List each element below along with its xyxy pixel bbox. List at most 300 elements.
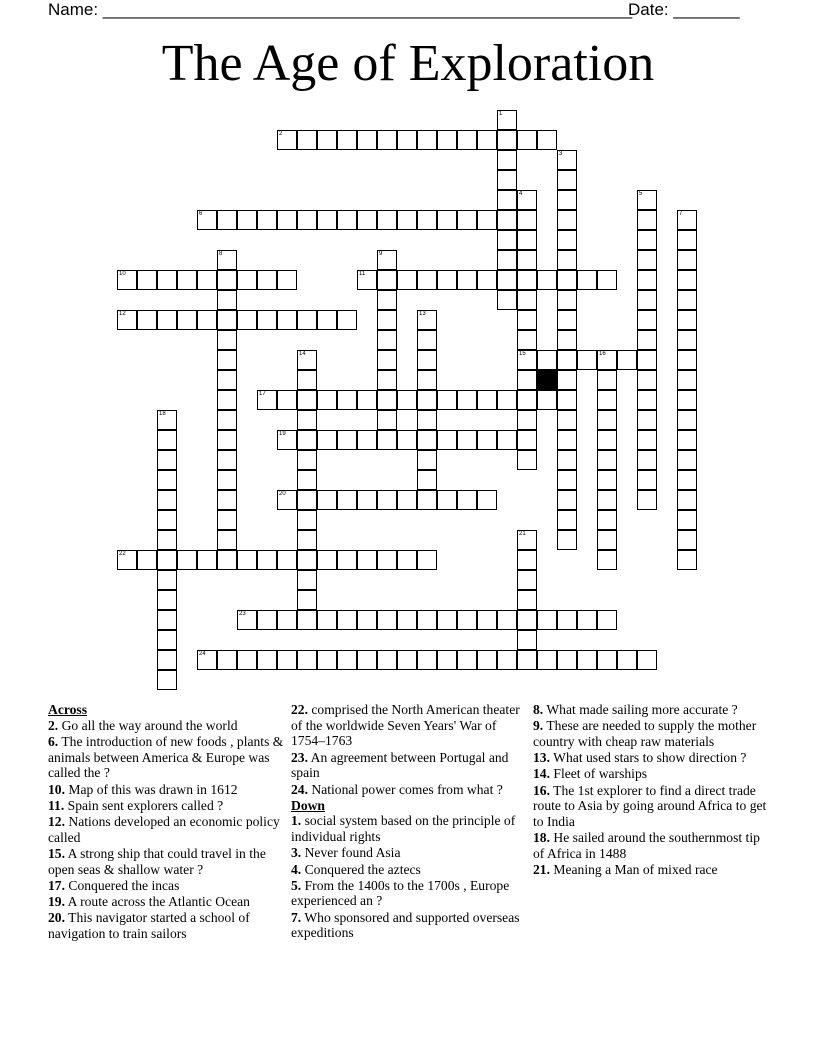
grid-cell[interactable] <box>557 470 577 490</box>
grid-cell[interactable] <box>477 490 497 510</box>
grid-cell[interactable] <box>457 210 477 230</box>
grid-cell[interactable] <box>677 230 697 250</box>
grid-cell[interactable] <box>157 490 177 510</box>
grid-cell[interactable] <box>557 210 577 230</box>
grid-cell[interactable] <box>157 510 177 530</box>
grid-cell[interactable] <box>637 210 657 230</box>
grid-cell[interactable] <box>277 310 297 330</box>
grid-cell[interactable] <box>417 270 437 290</box>
grid-cell[interactable] <box>357 610 377 630</box>
grid-cell[interactable] <box>597 270 617 290</box>
grid-cell[interactable] <box>337 390 357 410</box>
grid-cell[interactable] <box>297 590 317 610</box>
grid-cell[interactable] <box>577 350 597 370</box>
grid-cell[interactable] <box>417 490 437 510</box>
grid-cell[interactable] <box>417 390 437 410</box>
name-field[interactable]: Name: ________________________________________________________ <box>48 0 633 19</box>
grid-cell[interactable] <box>277 610 297 630</box>
grid-cell[interactable] <box>117 270 137 290</box>
grid-cell[interactable] <box>297 430 317 450</box>
grid-cell[interactable] <box>217 310 237 330</box>
grid-cell[interactable] <box>637 450 657 470</box>
grid-cell[interactable] <box>217 650 237 670</box>
grid-cell[interactable] <box>637 350 657 370</box>
grid-cell[interactable] <box>237 210 257 230</box>
grid-cell[interactable] <box>217 370 237 390</box>
grid-cell[interactable] <box>557 350 577 370</box>
grid-cell[interactable] <box>337 310 357 330</box>
grid-cell[interactable] <box>217 470 237 490</box>
grid-cell[interactable] <box>497 130 517 150</box>
grid-cell[interactable] <box>237 550 257 570</box>
grid-cell[interactable] <box>437 270 457 290</box>
grid-cell[interactable] <box>117 310 137 330</box>
grid-cell[interactable] <box>557 510 577 530</box>
grid-cell[interactable] <box>677 490 697 510</box>
grid-cell[interactable] <box>357 210 377 230</box>
grid-cell[interactable] <box>237 310 257 330</box>
grid-cell[interactable] <box>517 230 537 250</box>
grid-cell[interactable] <box>397 550 417 570</box>
grid-cell[interactable] <box>217 450 237 470</box>
grid-cell[interactable] <box>297 410 317 430</box>
grid-cell[interactable] <box>617 650 637 670</box>
grid-cell[interactable] <box>637 410 657 430</box>
grid-cell[interactable] <box>297 450 317 470</box>
grid-cell[interactable] <box>497 190 517 210</box>
grid-cell[interactable] <box>257 390 277 410</box>
grid-cell[interactable] <box>497 150 517 170</box>
grid-cell[interactable] <box>597 430 617 450</box>
grid-cell[interactable] <box>377 430 397 450</box>
grid-cell[interactable] <box>137 550 157 570</box>
grid-cell[interactable] <box>537 610 557 630</box>
grid-cell[interactable] <box>517 590 537 610</box>
grid-cell[interactable] <box>517 610 537 630</box>
grid-cell[interactable] <box>557 610 577 630</box>
grid-cell[interactable] <box>277 650 297 670</box>
grid-cell[interactable] <box>517 630 537 650</box>
grid-cell[interactable] <box>457 430 477 450</box>
grid-cell[interactable] <box>317 310 337 330</box>
grid-cell[interactable] <box>377 650 397 670</box>
grid-cell[interactable] <box>677 430 697 450</box>
grid-cell[interactable] <box>377 310 397 330</box>
grid-cell[interactable] <box>257 310 277 330</box>
grid-cell[interactable] <box>677 370 697 390</box>
grid-cell[interactable] <box>677 210 697 230</box>
grid-cell[interactable] <box>417 650 437 670</box>
grid-cell[interactable] <box>157 410 177 430</box>
grid-cell[interactable] <box>677 350 697 370</box>
grid-cell[interactable] <box>157 310 177 330</box>
grid-cell[interactable] <box>417 450 437 470</box>
grid-cell[interactable] <box>297 370 317 390</box>
grid-cell[interactable] <box>277 430 297 450</box>
grid-cell[interactable] <box>297 610 317 630</box>
grid-cell[interactable] <box>597 510 617 530</box>
grid-cell[interactable] <box>557 190 577 210</box>
grid-cell[interactable] <box>257 210 277 230</box>
grid-cell[interactable] <box>317 390 337 410</box>
grid-cell[interactable] <box>417 130 437 150</box>
grid-cell[interactable] <box>217 210 237 230</box>
grid-cell[interactable] <box>637 310 657 330</box>
grid-cell[interactable] <box>577 610 597 630</box>
grid-cell[interactable] <box>557 250 577 270</box>
grid-cell[interactable] <box>397 390 417 410</box>
grid-cell[interactable] <box>377 350 397 370</box>
grid-cell[interactable] <box>217 550 237 570</box>
grid-cell[interactable] <box>477 130 497 150</box>
grid-cell[interactable] <box>337 650 357 670</box>
grid-cell[interactable] <box>217 430 237 450</box>
grid-cell[interactable] <box>537 390 557 410</box>
grid-cell[interactable] <box>497 210 517 230</box>
grid-cell[interactable] <box>217 510 237 530</box>
grid-cell[interactable] <box>317 130 337 150</box>
grid-cell[interactable] <box>297 470 317 490</box>
grid-cell[interactable] <box>297 550 317 570</box>
grid-cell[interactable] <box>497 270 517 290</box>
grid-cell[interactable] <box>397 650 417 670</box>
grid-cell[interactable] <box>557 490 577 510</box>
grid-cell[interactable] <box>157 670 177 690</box>
grid-cell[interactable] <box>137 270 157 290</box>
grid-cell[interactable] <box>597 530 617 550</box>
grid-cell[interactable] <box>157 570 177 590</box>
grid-cell[interactable] <box>517 350 537 370</box>
grid-cell[interactable] <box>517 210 537 230</box>
grid-cell[interactable] <box>417 310 437 330</box>
grid-cell[interactable] <box>537 130 557 150</box>
grid-cell[interactable] <box>237 610 257 630</box>
grid-cell[interactable] <box>637 430 657 450</box>
grid-cell[interactable] <box>437 130 457 150</box>
grid-cell[interactable] <box>557 270 577 290</box>
grid-cell[interactable] <box>577 270 597 290</box>
grid-cell[interactable] <box>297 650 317 670</box>
grid-cell[interactable] <box>477 430 497 450</box>
grid-cell[interactable] <box>477 210 497 230</box>
grid-cell[interactable] <box>157 550 177 570</box>
grid-cell[interactable] <box>677 250 697 270</box>
grid-cell[interactable] <box>157 610 177 630</box>
grid-cell[interactable] <box>497 230 517 250</box>
grid-cell[interactable] <box>377 210 397 230</box>
grid-cell[interactable] <box>237 650 257 670</box>
grid-cell[interactable] <box>517 450 537 470</box>
grid-cell[interactable] <box>357 390 377 410</box>
grid-cell[interactable] <box>677 390 697 410</box>
grid-cell[interactable] <box>517 430 537 450</box>
grid-cell[interactable] <box>357 130 377 150</box>
grid-cell[interactable] <box>397 270 417 290</box>
grid-cell[interactable] <box>637 370 657 390</box>
grid-cell[interactable] <box>357 650 377 670</box>
grid-cell[interactable] <box>517 330 537 350</box>
grid-cell[interactable] <box>217 390 237 410</box>
grid-cell[interactable] <box>497 170 517 190</box>
grid-cell[interactable] <box>297 130 317 150</box>
grid-cell[interactable] <box>517 310 537 330</box>
grid-cell[interactable] <box>677 550 697 570</box>
grid-cell[interactable] <box>517 410 537 430</box>
grid-cell[interactable] <box>437 390 457 410</box>
grid-cell[interactable] <box>377 370 397 390</box>
grid-cell[interactable] <box>537 650 557 670</box>
grid-cell[interactable] <box>317 610 337 630</box>
grid-cell[interactable] <box>197 310 217 330</box>
grid-cell[interactable] <box>517 550 537 570</box>
grid-cell[interactable] <box>157 470 177 490</box>
grid-cell[interactable] <box>357 490 377 510</box>
grid-cell[interactable] <box>377 610 397 630</box>
grid-cell[interactable] <box>397 210 417 230</box>
grid-cell[interactable] <box>597 370 617 390</box>
grid-cell[interactable] <box>277 130 297 150</box>
grid-cell[interactable] <box>217 250 237 270</box>
grid-cell[interactable] <box>557 330 577 350</box>
grid-cell[interactable] <box>457 270 477 290</box>
grid-cell[interactable] <box>217 290 237 310</box>
grid-cell[interactable] <box>317 210 337 230</box>
grid-cell[interactable] <box>257 610 277 630</box>
grid-cell[interactable] <box>337 210 357 230</box>
grid-cell[interactable] <box>337 550 357 570</box>
grid-cell[interactable] <box>617 350 637 370</box>
grid-cell[interactable] <box>477 650 497 670</box>
grid-cell[interactable] <box>637 650 657 670</box>
grid-cell[interactable] <box>377 390 397 410</box>
grid-cell[interactable] <box>457 390 477 410</box>
grid-cell[interactable] <box>297 210 317 230</box>
grid-cell[interactable] <box>397 130 417 150</box>
grid-cell[interactable] <box>557 150 577 170</box>
grid-cell[interactable] <box>197 210 217 230</box>
grid-cell[interactable] <box>197 550 217 570</box>
grid-cell[interactable] <box>157 270 177 290</box>
grid-cell[interactable] <box>317 490 337 510</box>
grid-cell[interactable] <box>637 330 657 350</box>
grid-cell[interactable] <box>277 390 297 410</box>
grid-cell[interactable] <box>517 530 537 550</box>
grid-cell[interactable] <box>357 430 377 450</box>
grid-cell[interactable] <box>417 470 437 490</box>
grid-cell[interactable] <box>257 270 277 290</box>
grid-cell[interactable] <box>477 270 497 290</box>
grid-cell[interactable] <box>557 370 577 390</box>
grid-cell[interactable] <box>557 170 577 190</box>
grid-cell[interactable] <box>217 410 237 430</box>
grid-cell[interactable] <box>197 270 217 290</box>
grid-cell[interactable] <box>497 650 517 670</box>
grid-cell[interactable] <box>377 410 397 430</box>
grid-cell[interactable] <box>537 270 557 290</box>
grid-cell[interactable] <box>677 470 697 490</box>
grid-cell[interactable] <box>177 550 197 570</box>
grid-cell[interactable] <box>437 650 457 670</box>
grid-cell[interactable] <box>517 190 537 210</box>
grid-cell[interactable] <box>317 650 337 670</box>
grid-cell[interactable] <box>377 130 397 150</box>
grid-cell[interactable] <box>677 530 697 550</box>
grid-cell[interactable] <box>517 130 537 150</box>
grid-cell[interactable] <box>297 570 317 590</box>
grid-cell[interactable] <box>557 230 577 250</box>
grid-cell[interactable] <box>637 270 657 290</box>
grid-cell[interactable] <box>517 250 537 270</box>
grid-cell[interactable] <box>157 430 177 450</box>
grid-cell[interactable] <box>597 450 617 470</box>
grid-cell[interactable] <box>597 470 617 490</box>
grid-cell[interactable] <box>157 630 177 650</box>
grid-cell[interactable] <box>637 230 657 250</box>
grid-cell[interactable] <box>437 610 457 630</box>
grid-cell[interactable] <box>277 550 297 570</box>
grid-cell[interactable] <box>417 370 437 390</box>
grid-cell[interactable] <box>577 650 597 670</box>
grid-cell[interactable] <box>337 430 357 450</box>
grid-cell[interactable] <box>257 550 277 570</box>
grid-cell[interactable] <box>597 610 617 630</box>
grid-cell[interactable] <box>557 450 577 470</box>
grid-cell[interactable] <box>397 430 417 450</box>
date-field[interactable]: Date: _______ <box>628 0 740 19</box>
grid-cell[interactable] <box>257 650 277 670</box>
grid-cell[interactable] <box>677 410 697 430</box>
grid-cell[interactable] <box>517 290 537 310</box>
grid-cell[interactable] <box>417 350 437 370</box>
grid-cell[interactable] <box>517 270 537 290</box>
grid-cell[interactable] <box>377 330 397 350</box>
grid-cell[interactable] <box>317 430 337 450</box>
grid-cell[interactable] <box>557 430 577 450</box>
grid-cell[interactable] <box>417 210 437 230</box>
grid-cell[interactable] <box>557 310 577 330</box>
grid-cell[interactable] <box>497 110 517 130</box>
grid-cell[interactable] <box>597 550 617 570</box>
grid-cell[interactable] <box>417 550 437 570</box>
grid-cell[interactable] <box>677 310 697 330</box>
grid-cell[interactable] <box>277 490 297 510</box>
grid-cell[interactable] <box>597 390 617 410</box>
grid-cell[interactable] <box>297 530 317 550</box>
grid-cell[interactable] <box>217 330 237 350</box>
grid-cell[interactable] <box>177 310 197 330</box>
grid-cell[interactable] <box>377 550 397 570</box>
grid-cell[interactable] <box>597 410 617 430</box>
grid-cell[interactable] <box>297 350 317 370</box>
grid-cell[interactable] <box>157 450 177 470</box>
grid-cell[interactable] <box>377 290 397 310</box>
grid-cell[interactable] <box>417 410 437 430</box>
grid-cell[interactable] <box>157 650 177 670</box>
grid-cell[interactable] <box>517 570 537 590</box>
grid-cell[interactable] <box>497 250 517 270</box>
grid-cell[interactable] <box>677 330 697 350</box>
grid-cell[interactable] <box>437 430 457 450</box>
grid-cell[interactable] <box>597 350 617 370</box>
grid-cell[interactable] <box>397 610 417 630</box>
grid-cell[interactable] <box>437 210 457 230</box>
grid-cell[interactable] <box>217 270 237 290</box>
grid-cell[interactable] <box>317 550 337 570</box>
grid-cell[interactable] <box>677 270 697 290</box>
grid-cell[interactable] <box>597 490 617 510</box>
grid-cell[interactable] <box>637 190 657 210</box>
grid-cell[interactable] <box>297 490 317 510</box>
grid-cell[interactable] <box>217 490 237 510</box>
grid-cell[interactable] <box>637 470 657 490</box>
grid-cell[interactable] <box>637 290 657 310</box>
grid-cell[interactable] <box>457 490 477 510</box>
grid-cell[interactable] <box>377 270 397 290</box>
grid-cell[interactable] <box>557 290 577 310</box>
grid-cell[interactable] <box>677 510 697 530</box>
grid-cell[interactable] <box>637 490 657 510</box>
grid-cell[interactable] <box>497 430 517 450</box>
grid-cell[interactable] <box>557 530 577 550</box>
grid-cell[interactable] <box>117 550 137 570</box>
grid-cell[interactable] <box>377 250 397 270</box>
grid-cell[interactable] <box>477 390 497 410</box>
grid-cell[interactable] <box>497 610 517 630</box>
grid-cell[interactable] <box>457 130 477 150</box>
grid-cell[interactable] <box>677 450 697 470</box>
grid-cell[interactable] <box>277 210 297 230</box>
grid-cell[interactable] <box>417 610 437 630</box>
grid-cell[interactable] <box>217 530 237 550</box>
grid-cell[interactable] <box>397 490 417 510</box>
grid-cell[interactable] <box>557 650 577 670</box>
grid-cell[interactable] <box>637 390 657 410</box>
grid-cell[interactable] <box>277 270 297 290</box>
grid-cell[interactable] <box>437 490 457 510</box>
grid-cell[interactable] <box>677 290 697 310</box>
grid-cell[interactable] <box>637 250 657 270</box>
grid-cell[interactable] <box>297 390 317 410</box>
grid-cell[interactable] <box>457 650 477 670</box>
grid-cell[interactable] <box>137 310 157 330</box>
grid-cell[interactable] <box>177 270 197 290</box>
grid-cell[interactable] <box>357 550 377 570</box>
grid-cell[interactable] <box>497 290 517 310</box>
grid-cell[interactable] <box>357 270 377 290</box>
grid-cell[interactable] <box>297 310 317 330</box>
grid-cell[interactable] <box>477 610 497 630</box>
grid-cell[interactable] <box>457 610 477 630</box>
grid-cell[interactable] <box>237 270 257 290</box>
grid-cell[interactable] <box>197 650 217 670</box>
grid-cell[interactable] <box>557 410 577 430</box>
grid-cell[interactable] <box>417 330 437 350</box>
grid-cell[interactable] <box>337 610 357 630</box>
grid-cell[interactable] <box>597 650 617 670</box>
grid-cell[interactable] <box>157 590 177 610</box>
grid-cell[interactable] <box>557 390 577 410</box>
grid-cell[interactable] <box>157 530 177 550</box>
grid-cell[interactable] <box>337 130 357 150</box>
grid-cell[interactable] <box>517 390 537 410</box>
grid-cell[interactable] <box>337 490 357 510</box>
grid-cell[interactable] <box>297 510 317 530</box>
grid-cell[interactable] <box>377 490 397 510</box>
grid-cell[interactable] <box>517 370 537 390</box>
grid-cell[interactable] <box>417 430 437 450</box>
grid-cell[interactable] <box>517 650 537 670</box>
grid-cell[interactable] <box>537 350 557 370</box>
